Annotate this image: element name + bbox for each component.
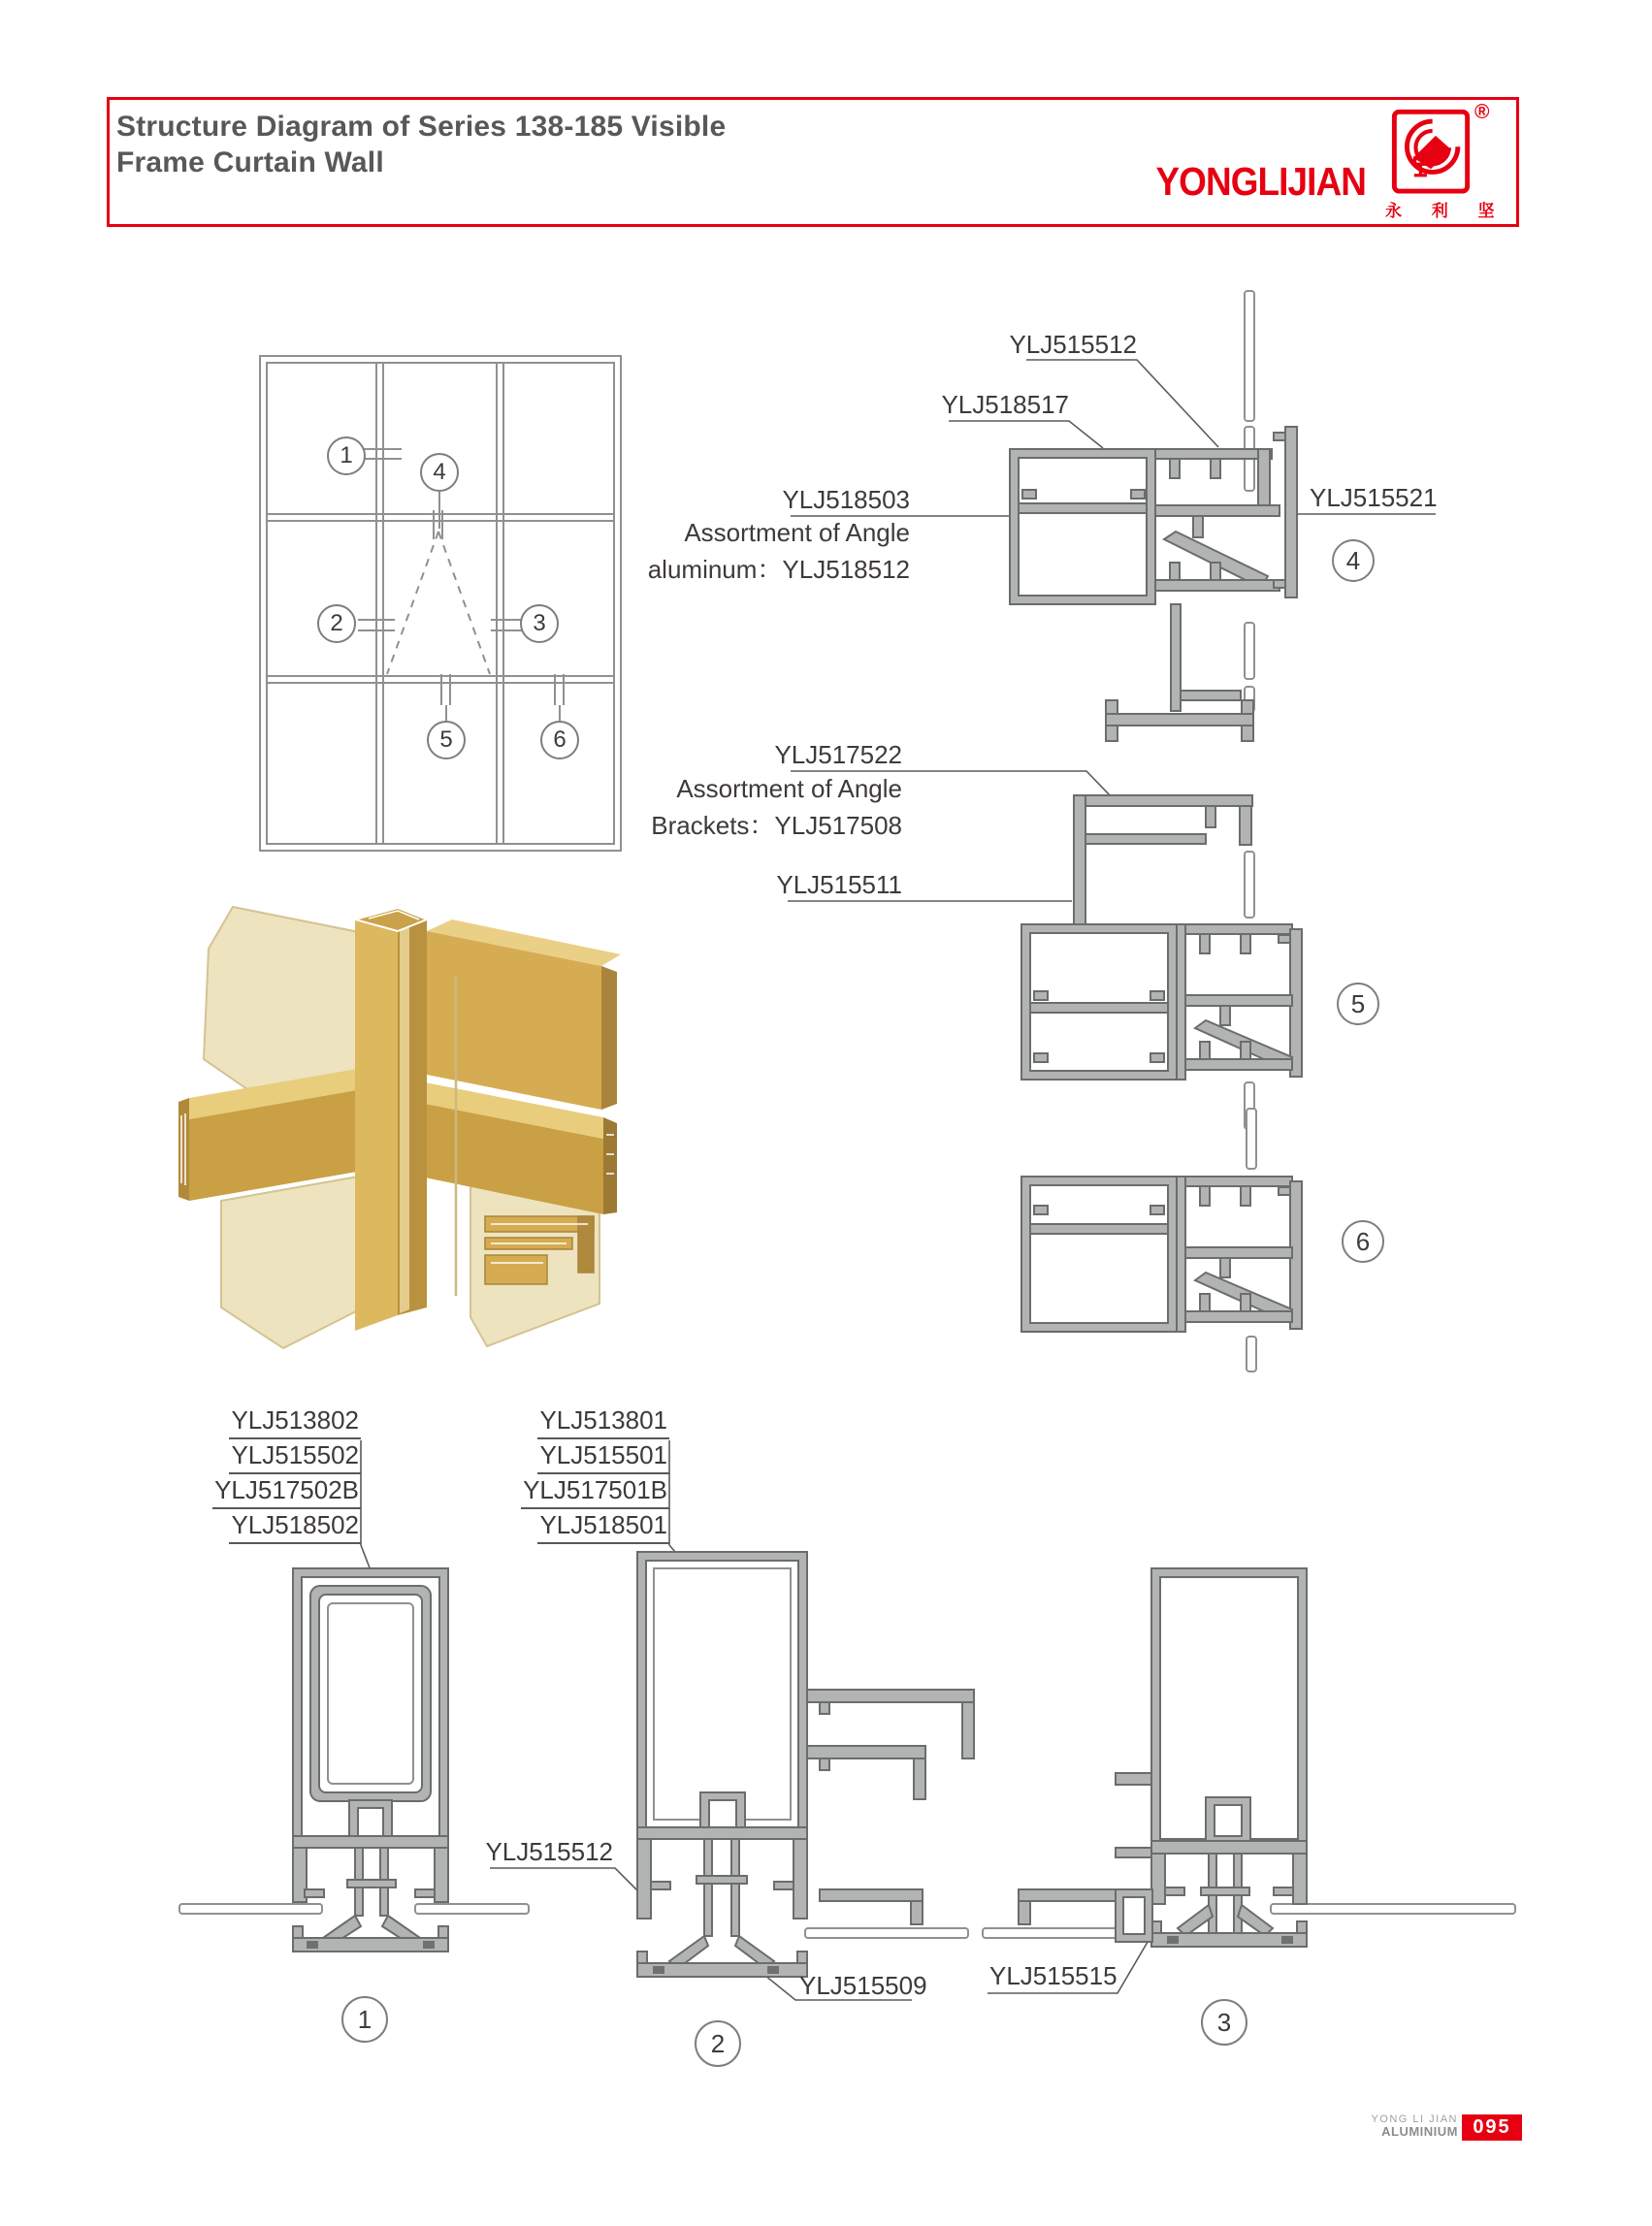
section-callout-5 xyxy=(1337,983,1379,1025)
part-number: YLJ515501 xyxy=(537,1439,669,1474)
footer-brand-aluminium: ALUMINIUM xyxy=(1381,2124,1458,2139)
label-angle-brackets-line2: Brackets：YLJ517508 xyxy=(651,811,902,840)
part-number: YLJ513802 xyxy=(229,1404,361,1439)
section-callout-3 xyxy=(1201,1999,1247,2046)
callout-number: 5 xyxy=(439,726,453,753)
part-number: YLJ513801 xyxy=(537,1404,669,1439)
part-number: YLJ515502 xyxy=(229,1439,361,1474)
3d-corner-render xyxy=(178,907,621,1348)
detail2-part-list xyxy=(454,1404,669,1544)
callout-number: 4 xyxy=(1345,545,1361,575)
footer-brand xyxy=(1348,2113,1458,2139)
label-angle-aluminum-line1: Assortment of Angle xyxy=(684,518,910,547)
callout-number: 1 xyxy=(340,442,353,468)
label-ylj515515: YLJ515515 xyxy=(989,1961,1118,1990)
label-ylj517522: YLJ517522 xyxy=(774,740,902,769)
elevation-callout-6 xyxy=(540,721,579,759)
brand-wordmark: YONGLIJIAN xyxy=(1155,159,1366,204)
elevation-callout-1 xyxy=(327,436,366,475)
section-callout-6 xyxy=(1342,1220,1384,1263)
label-ylj515509: YLJ515509 xyxy=(799,1971,927,2000)
label-ylj515512-bottom: YLJ515512 xyxy=(485,1837,613,1866)
part-number: YLJ517501B xyxy=(521,1474,669,1509)
callout-number: 6 xyxy=(553,726,567,753)
callout-number: 2 xyxy=(710,2028,726,2058)
elevation-callout-2 xyxy=(317,604,356,643)
page-title-line1: Structure Diagram of Series 138-185 Visible xyxy=(116,111,727,143)
elevation-callout-5 xyxy=(427,721,466,759)
label-angle-brackets-line1: Assortment of Angle xyxy=(676,774,902,803)
part-number: YLJ518502 xyxy=(229,1509,361,1544)
callout-number: 1 xyxy=(357,2004,373,2034)
elevation-callout-3 xyxy=(520,604,559,643)
callout-number: 4 xyxy=(433,459,446,485)
callout-number: 3 xyxy=(533,610,546,636)
callout-number: 2 xyxy=(330,610,343,636)
section-detail-1 xyxy=(293,1568,448,1952)
page-title xyxy=(116,109,726,180)
section-callout-4 xyxy=(1332,539,1375,582)
section-callout-1 xyxy=(341,1996,388,2043)
page-number-badge xyxy=(1462,2114,1522,2141)
section-detail-6 xyxy=(1021,1177,1302,1332)
part-number: YLJ518501 xyxy=(537,1509,669,1544)
callout-number: 3 xyxy=(1216,2007,1232,2037)
registered-trademark-symbol: ® xyxy=(1474,101,1490,123)
label-ylj518517: YLJ518517 xyxy=(941,390,1069,419)
label-ylj515512-top: YLJ515512 xyxy=(1009,330,1137,359)
page-number: 095 xyxy=(1473,2116,1511,2138)
section-detail-2 xyxy=(637,1552,1147,1977)
label-ylj515521: YLJ515521 xyxy=(1310,483,1438,512)
section-detail-5 xyxy=(1021,795,1302,1080)
brand-chinese-characters: 永 利 坚 xyxy=(1385,202,1507,220)
section-callout-2 xyxy=(695,2020,741,2067)
label-ylj518503: YLJ518503 xyxy=(782,485,910,514)
footer-brand-name: YONG LI JIAN xyxy=(1371,2113,1458,2125)
callout-number: 6 xyxy=(1355,1226,1371,1256)
label-angle-aluminum-line2: aluminum：YLJ518512 xyxy=(647,555,910,584)
elevation-callout-4 xyxy=(420,453,459,492)
section-detail-3 xyxy=(1116,1568,1307,1947)
brand-logo-icon xyxy=(1391,109,1471,196)
label-ylj515511: YLJ515511 xyxy=(776,870,902,899)
part-number: YLJ517502B xyxy=(212,1474,361,1509)
callout-number: 5 xyxy=(1350,988,1366,1018)
page-title-line2: Frame Curtain Wall xyxy=(116,146,384,178)
elevation-diagram xyxy=(260,356,621,851)
detail1-part-list xyxy=(146,1404,361,1544)
